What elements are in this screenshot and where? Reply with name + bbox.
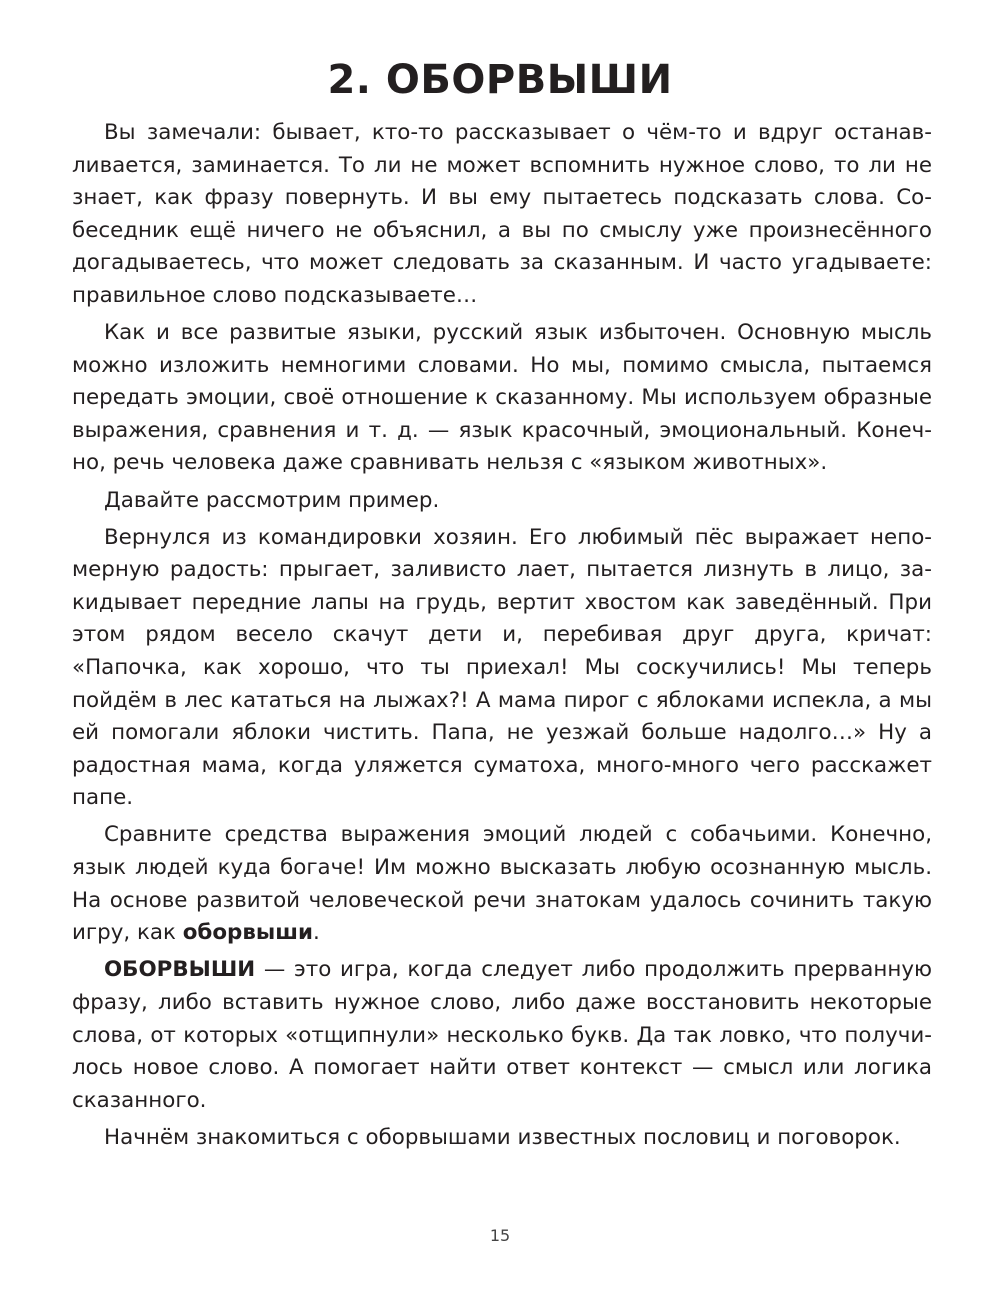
paragraph-definition xyxy=(72,954,932,1117)
paragraph-comparison-end: . xyxy=(312,920,320,946)
term-oborvyshi: оборвыши xyxy=(182,920,313,946)
paragraph-example-intro: Давайте рассмотрим пример. xyxy=(104,487,440,513)
paragraph-comparison xyxy=(72,819,932,949)
paragraph-closing: Начнём знакомиться с оборвышами известных пословиц и поговорок. xyxy=(104,1124,901,1150)
definition-term: ОБОРВЫШИ xyxy=(104,957,256,983)
paragraph-comparison-text: Сравните средства выражения эмоций людей с собачьими. Конечно, язык людей куда богаче! Им можно высказать любую осознанную мысль. На основе развитой человеческой речи знатокам удалось сочинить такую игру, как xyxy=(72,822,932,946)
body-text xyxy=(72,117,932,1159)
page-number: 15 xyxy=(489,1226,511,1245)
paragraph-intro: Вы замечали: бывает, кто-то рассказывает о чём-то и вдруг останавливается, заминается. То ли не может вспомнить нужное слово, то ли не знает, как фразу повернуть. И вы ему пытаетесь подсказать слова. Собеседник ещё ничего не объяснил, а вы по смыслу уже произнесённого догадываетесь, что может следовать за сказанным. И часто угадываете: правильное слово подсказываете… xyxy=(72,120,932,308)
definition-text: — это игра, когда следует либо продолжить прерванную фразу, либо вставить нужное слово, либо даже восстановить некоторые слова, от которых «отщипнули» несколько букв. Да так ловко, что получилось новое слово. А помогает найти ответ контекст — смысл или логика сказанного. xyxy=(72,957,932,1113)
paragraph-example-story: Вернулся из командировки хозяин. Его любимый пёс выражает непомерную радость: прыгает, заливисто лает, пытается лизнуть в лицо, закидывает передние лапы на грудь, вертит хвостом как заведённый. При этом рядом весело скачут дети и, перебивая друг друга, кричат: «Папочка, как хорошо, что ты приехал! Мы соскучились! Мы теперь пойдём в лес кататься на лыжах?! А мама пирог с яблоками испекла, а мы ей помогали яблоки чистить. Папа, не уезжай больше надолго…» Ну а радостная мама, когда уляжется суматоха, много-много чего расскажет папе. xyxy=(72,524,932,811)
paragraph-language-redundancy: Как и все развитые языки, русский язык избыточен. Основную мысль можно изложить немногими словами. Но мы, помимо смысла, пытаемся передать эмоции, своё отношение к сказанному. Мы используем образные выражения, сравнения и т. д. — язык красочный, эмоциональный. Конечно, речь человека даже сравнивать нельзя с «языком животных». xyxy=(72,320,932,476)
chapter-title: 2. ОБОРВЫШИ xyxy=(327,57,673,103)
